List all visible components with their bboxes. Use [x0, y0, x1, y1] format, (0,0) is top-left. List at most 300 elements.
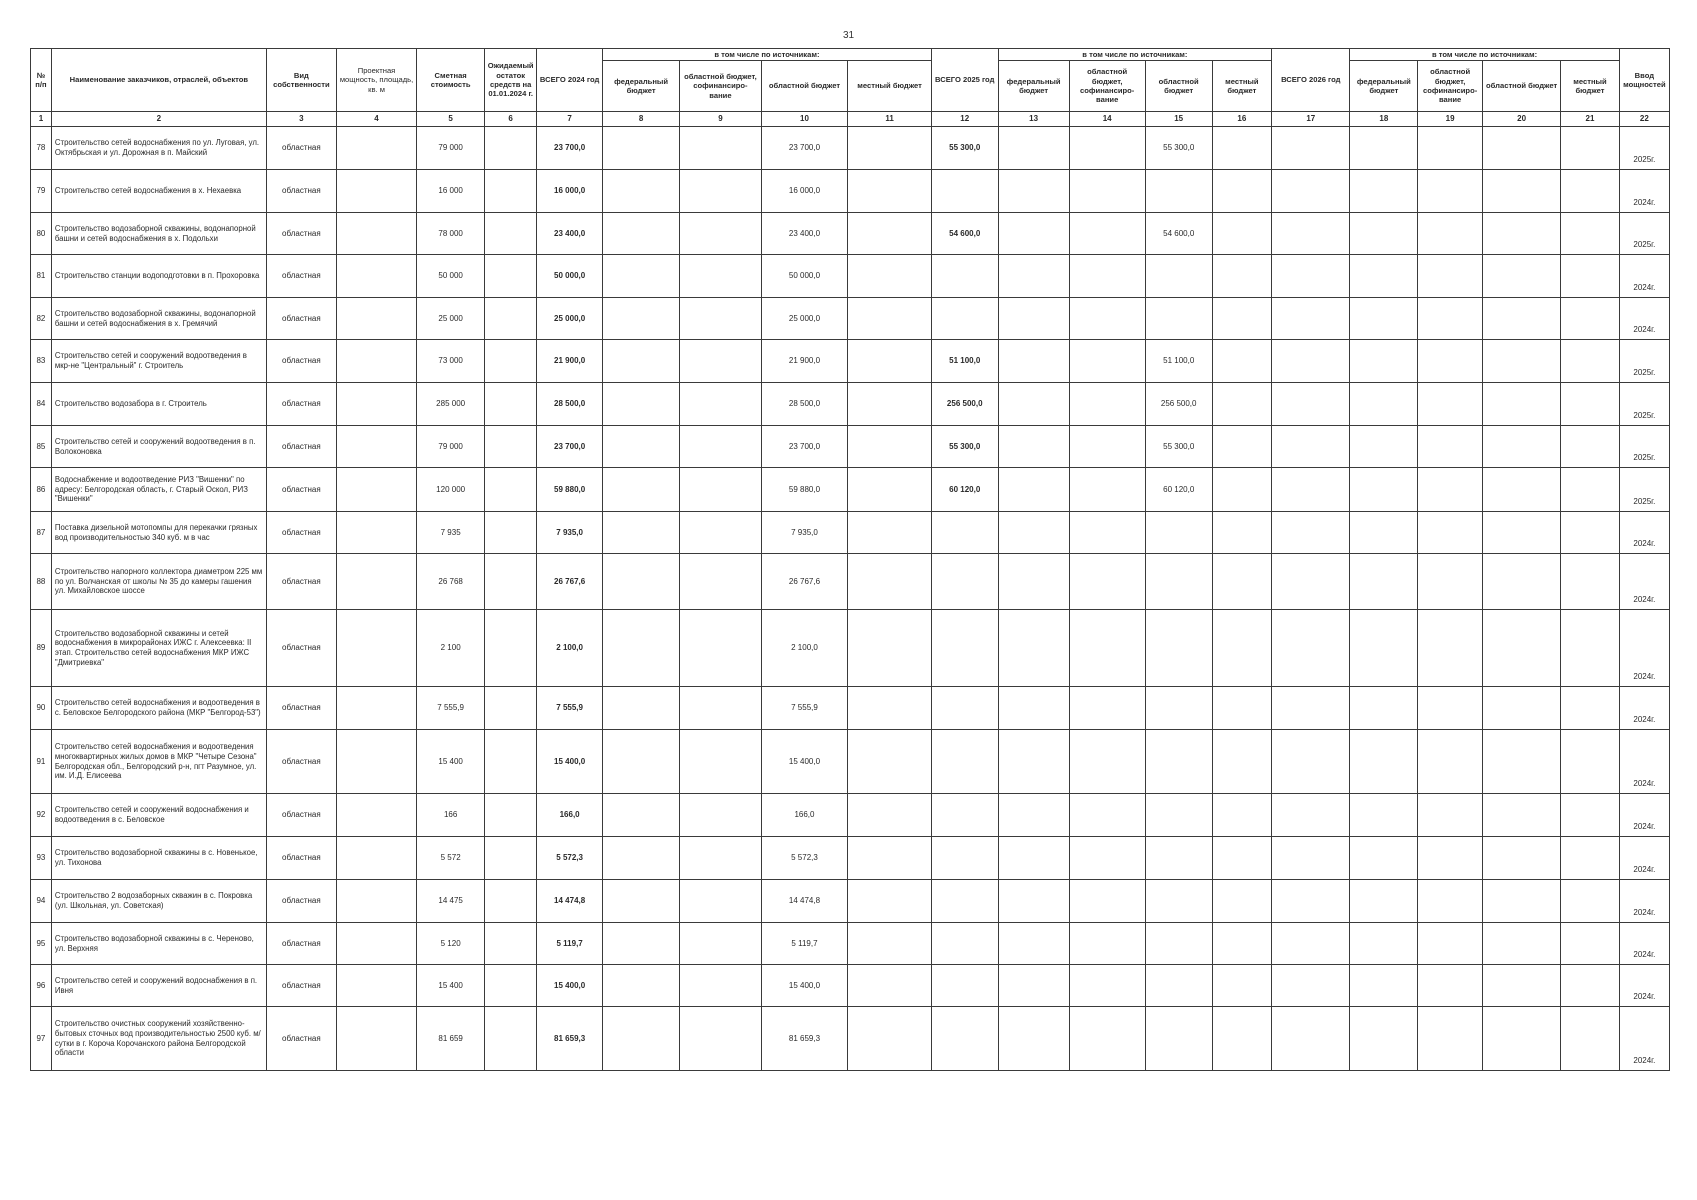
local-2026-cell: [1561, 213, 1619, 255]
capacity-cell: [336, 554, 416, 610]
remainder-cell: [485, 298, 537, 340]
local-2026-cell: [1561, 794, 1619, 837]
local-2025-cell: [1212, 127, 1272, 170]
cofinancing-2026-cell: [1418, 554, 1483, 610]
table-row: [31, 880, 1670, 923]
table-row: [31, 340, 1670, 383]
regional-2024-cell: 59 880,0: [761, 468, 848, 512]
cofinancing-2025-cell: [1069, 298, 1145, 340]
cofinancing-2024-cell: [680, 213, 761, 255]
total-2025-cell: 55 300,0: [931, 127, 998, 170]
total-2025-cell: 256 500,0: [931, 383, 998, 426]
federal-2026-cell: [1350, 794, 1418, 837]
regional-2026-cell: [1482, 213, 1560, 255]
cofinancing-2024-cell: [680, 554, 761, 610]
remainder-cell: [485, 554, 537, 610]
capacity-cell: [336, 383, 416, 426]
federal-2024-cell: [603, 610, 680, 687]
remainder-cell: [485, 730, 537, 794]
federal-2024-cell: [603, 512, 680, 554]
federal-2025-header: федеральный бюджет: [998, 61, 1069, 112]
local-2024-cell: [848, 298, 932, 340]
row-number: 91: [31, 730, 52, 794]
regional-2026-cell: [1482, 794, 1560, 837]
cofinancing-2026-cell: [1418, 610, 1483, 687]
estimate-cell: 7 935: [417, 512, 485, 554]
total-2025-cell: 55 300,0: [931, 426, 998, 468]
federal-2025-cell: [998, 880, 1069, 923]
local-2024-cell: [848, 213, 932, 255]
regional-2026-cell: [1482, 687, 1560, 730]
regional-2025-cell: 55 300,0: [1145, 426, 1212, 468]
total-2025-cell: [931, 610, 998, 687]
estimate-cell: 26 768: [417, 554, 485, 610]
federal-2024-cell: [603, 554, 680, 610]
regional-2026-cell: [1482, 170, 1560, 213]
federal-2026-cell: [1350, 610, 1418, 687]
regional-2026-cell: [1482, 965, 1560, 1007]
estimate-cell: 73 000: [417, 340, 485, 383]
cofinancing-2026-cell: [1418, 794, 1483, 837]
column-number: 17: [1272, 112, 1350, 127]
federal-2026-cell: [1350, 468, 1418, 512]
table-row: [31, 512, 1670, 554]
federal-2024-cell: [603, 340, 680, 383]
local-2025-cell: [1212, 426, 1272, 468]
ownership-cell: областная: [266, 512, 336, 554]
regional-2026-header: областной бюджет: [1482, 61, 1560, 112]
sources-2024-header: в том числе по источникам:: [603, 49, 932, 61]
ownership-cell: областная: [266, 965, 336, 1007]
header-row-top: [31, 49, 1670, 61]
commission-year-cell: 2024г.: [1619, 255, 1669, 298]
federal-2024-cell: [603, 687, 680, 730]
total-2024-cell: 2 100,0: [537, 610, 603, 687]
col-name-header: Наименование заказчиков, отраслей, объектов: [51, 49, 266, 112]
cofinancing-2025-cell: [1069, 965, 1145, 1007]
regional-2025-cell: 256 500,0: [1145, 383, 1212, 426]
total-2026-cell: [1272, 794, 1350, 837]
federal-2024-cell: [603, 255, 680, 298]
total-2026-cell: [1272, 1007, 1350, 1071]
regional-2025-cell: [1145, 554, 1212, 610]
cofinancing-2024-header: областной бюджет, софинансиро- вание: [680, 61, 761, 112]
regional-2026-cell: [1482, 298, 1560, 340]
total-2025-cell: [931, 687, 998, 730]
cofinancing-2026-cell: [1418, 880, 1483, 923]
ownership-cell: областная: [266, 794, 336, 837]
regional-2026-cell: [1482, 610, 1560, 687]
total-2025-cell: [931, 512, 998, 554]
cofinancing-2025-cell: [1069, 1007, 1145, 1071]
commission-year-cell: 2025г.: [1619, 426, 1669, 468]
table-body: [31, 127, 1670, 1071]
local-2025-cell: [1212, 1007, 1272, 1071]
column-number: 20: [1482, 112, 1560, 127]
estimate-cell: 5 572: [417, 837, 485, 880]
col-total-2026-header: ВСЕГО 2026 год: [1272, 49, 1350, 112]
cofinancing-2025-cell: [1069, 610, 1145, 687]
regional-2026-cell: [1482, 255, 1560, 298]
table-row: [31, 965, 1670, 1007]
total-2026-cell: [1272, 965, 1350, 1007]
cofinancing-2026-cell: [1418, 923, 1483, 965]
local-2024-cell: [848, 687, 932, 730]
ownership-cell: областная: [266, 383, 336, 426]
regional-2025-cell: [1145, 794, 1212, 837]
cofinancing-2025-cell: [1069, 794, 1145, 837]
local-2025-cell: [1212, 512, 1272, 554]
row-number: 82: [31, 298, 52, 340]
total-2025-cell: [931, 554, 998, 610]
commission-year-cell: 2024г.: [1619, 837, 1669, 880]
cofinancing-2024-cell: [680, 512, 761, 554]
row-number: 92: [31, 794, 52, 837]
column-number: 4: [336, 112, 416, 127]
federal-2025-cell: [998, 794, 1069, 837]
cofinancing-2024-cell: [680, 468, 761, 512]
federal-2026-header: федеральный бюджет: [1350, 61, 1418, 112]
remainder-cell: [485, 468, 537, 512]
local-2026-cell: [1561, 468, 1619, 512]
column-number: 1: [31, 112, 52, 127]
local-2025-cell: [1212, 794, 1272, 837]
cofinancing-2025-cell: [1069, 255, 1145, 298]
local-2026-cell: [1561, 880, 1619, 923]
total-2024-cell: 26 767,6: [537, 554, 603, 610]
cofinancing-2025-cell: [1069, 837, 1145, 880]
regional-2025-cell: [1145, 687, 1212, 730]
table-row: [31, 923, 1670, 965]
federal-2024-cell: [603, 298, 680, 340]
cofinancing-2026-cell: [1418, 213, 1483, 255]
local-2026-cell: [1561, 837, 1619, 880]
cofinancing-2026-cell: [1418, 1007, 1483, 1071]
capacity-cell: [336, 213, 416, 255]
col-capacity-header: Проектная мощность, площадь, кв. м: [336, 49, 416, 112]
row-number: 89: [31, 610, 52, 687]
cofinancing-2024-cell: [680, 687, 761, 730]
table-row: [31, 298, 1670, 340]
cofinancing-2026-cell: [1418, 730, 1483, 794]
local-2024-header: местный бюджет: [848, 61, 932, 112]
total-2025-cell: [931, 1007, 998, 1071]
cofinancing-2025-cell: [1069, 213, 1145, 255]
cofinancing-2024-cell: [680, 837, 761, 880]
cofinancing-2024-cell: [680, 610, 761, 687]
object-name: Строительство сетей и сооружений водоснабжения в п. Ивня: [51, 965, 266, 1007]
cofinancing-2025-cell: [1069, 880, 1145, 923]
federal-2026-cell: [1350, 255, 1418, 298]
object-name: Строительство сетей и сооружений водоотведения в мкр-не "Центральный" г. Строитель: [51, 340, 266, 383]
row-number: 94: [31, 880, 52, 923]
col-remainder-header: Ожидаемый остаток средств на 01.01.2024 г.: [485, 49, 537, 112]
table-row: [31, 1007, 1670, 1071]
regional-2026-cell: [1482, 426, 1560, 468]
local-2026-cell: [1561, 965, 1619, 1007]
total-2024-cell: 5 119,7: [537, 923, 603, 965]
total-2026-cell: [1272, 426, 1350, 468]
investment-table: [30, 48, 1670, 1071]
local-2025-cell: [1212, 383, 1272, 426]
cofinancing-2025-cell: [1069, 687, 1145, 730]
regional-2024-cell: 2 100,0: [761, 610, 848, 687]
regional-2024-cell: 5 119,7: [761, 923, 848, 965]
federal-2025-cell: [998, 170, 1069, 213]
capacity-cell: [336, 965, 416, 1007]
object-name: Строительство сетей водоснабжения и водоотведения в с. Беловское Белгородского района (МКР "Белгород-53"): [51, 687, 266, 730]
federal-2024-cell: [603, 965, 680, 1007]
remainder-cell: [485, 923, 537, 965]
cofinancing-2025-cell: [1069, 340, 1145, 383]
column-number: 14: [1069, 112, 1145, 127]
commission-year-cell: 2025г.: [1619, 383, 1669, 426]
regional-2024-cell: 15 400,0: [761, 965, 848, 1007]
cofinancing-2026-cell: [1418, 512, 1483, 554]
row-number: 97: [31, 1007, 52, 1071]
regional-2024-cell: 15 400,0: [761, 730, 848, 794]
remainder-cell: [485, 170, 537, 213]
local-2026-cell: [1561, 255, 1619, 298]
estimate-cell: 16 000: [417, 170, 485, 213]
local-2025-cell: [1212, 468, 1272, 512]
column-number: 21: [1561, 112, 1619, 127]
federal-2025-cell: [998, 383, 1069, 426]
remainder-cell: [485, 426, 537, 468]
local-2026-cell: [1561, 1007, 1619, 1071]
regional-2025-cell: [1145, 730, 1212, 794]
remainder-cell: [485, 965, 537, 1007]
local-2025-cell: [1212, 965, 1272, 1007]
capacity-cell: [336, 340, 416, 383]
regional-2025-header: областной бюджет: [1145, 61, 1212, 112]
remainder-cell: [485, 837, 537, 880]
commission-year-cell: 2024г.: [1619, 730, 1669, 794]
federal-2026-cell: [1350, 837, 1418, 880]
local-2025-cell: [1212, 880, 1272, 923]
local-2026-cell: [1561, 923, 1619, 965]
total-2026-cell: [1272, 880, 1350, 923]
local-2025-cell: [1212, 255, 1272, 298]
row-number: 81: [31, 255, 52, 298]
column-number: 15: [1145, 112, 1212, 127]
federal-2024-cell: [603, 170, 680, 213]
federal-2026-cell: [1350, 127, 1418, 170]
object-name: Строительство водозаборной скважины в с. Новенькое, ул. Тихонова: [51, 837, 266, 880]
regional-2025-cell: 51 100,0: [1145, 340, 1212, 383]
regional-2025-cell: 60 120,0: [1145, 468, 1212, 512]
ownership-cell: областная: [266, 213, 336, 255]
total-2024-cell: 21 900,0: [537, 340, 603, 383]
total-2026-cell: [1272, 512, 1350, 554]
federal-2026-cell: [1350, 426, 1418, 468]
regional-2025-cell: [1145, 610, 1212, 687]
total-2025-cell: [931, 298, 998, 340]
commission-year-cell: 2025г.: [1619, 468, 1669, 512]
total-2024-cell: 50 000,0: [537, 255, 603, 298]
commission-year-cell: 2024г.: [1619, 880, 1669, 923]
cofinancing-2024-cell: [680, 127, 761, 170]
federal-2024-cell: [603, 730, 680, 794]
regional-2024-cell: 5 572,3: [761, 837, 848, 880]
total-2024-cell: 81 659,3: [537, 1007, 603, 1071]
total-2026-cell: [1272, 383, 1350, 426]
col-commission-header: Ввод мощностей: [1619, 49, 1669, 112]
total-2025-cell: 54 600,0: [931, 213, 998, 255]
total-2024-cell: 59 880,0: [537, 468, 603, 512]
federal-2024-cell: [603, 923, 680, 965]
remainder-cell: [485, 127, 537, 170]
total-2024-cell: 16 000,0: [537, 170, 603, 213]
federal-2024-cell: [603, 426, 680, 468]
regional-2026-cell: [1482, 383, 1560, 426]
local-2026-cell: [1561, 170, 1619, 213]
total-2025-cell: [931, 837, 998, 880]
federal-2026-cell: [1350, 880, 1418, 923]
total-2025-cell: 51 100,0: [931, 340, 998, 383]
federal-2025-cell: [998, 340, 1069, 383]
local-2025-cell: [1212, 923, 1272, 965]
remainder-cell: [485, 610, 537, 687]
estimate-cell: 5 120: [417, 923, 485, 965]
row-number: 84: [31, 383, 52, 426]
total-2024-cell: 28 500,0: [537, 383, 603, 426]
federal-2024-cell: [603, 1007, 680, 1071]
ownership-cell: областная: [266, 923, 336, 965]
federal-2024-cell: [603, 794, 680, 837]
total-2026-cell: [1272, 687, 1350, 730]
federal-2025-cell: [998, 554, 1069, 610]
column-number: 11: [848, 112, 932, 127]
federal-2026-cell: [1350, 687, 1418, 730]
total-2024-cell: 5 572,3: [537, 837, 603, 880]
ownership-cell: областная: [266, 837, 336, 880]
cofinancing-2024-cell: [680, 794, 761, 837]
local-2026-cell: [1561, 512, 1619, 554]
ownership-cell: областная: [266, 730, 336, 794]
local-2024-cell: [848, 170, 932, 213]
column-number: 2: [51, 112, 266, 127]
column-number: 3: [266, 112, 336, 127]
regional-2026-cell: [1482, 1007, 1560, 1071]
regional-2025-cell: [1145, 170, 1212, 213]
ownership-cell: областная: [266, 468, 336, 512]
total-2024-cell: 7 555,9: [537, 687, 603, 730]
federal-2024-cell: [603, 880, 680, 923]
federal-2024-header: федеральный бюджет: [603, 61, 680, 112]
local-2026-cell: [1561, 554, 1619, 610]
commission-year-cell: 2024г.: [1619, 554, 1669, 610]
capacity-cell: [336, 127, 416, 170]
total-2025-cell: [931, 880, 998, 923]
cofinancing-2024-cell: [680, 340, 761, 383]
regional-2024-cell: 16 000,0: [761, 170, 848, 213]
federal-2025-cell: [998, 213, 1069, 255]
remainder-cell: [485, 383, 537, 426]
object-name: Строительство водозаборной скважины в с. Череново, ул. Верхняя: [51, 923, 266, 965]
cofinancing-2026-cell: [1418, 468, 1483, 512]
federal-2026-cell: [1350, 965, 1418, 1007]
commission-year-cell: 2024г.: [1619, 1007, 1669, 1071]
cofinancing-2026-cell: [1418, 687, 1483, 730]
federal-2026-cell: [1350, 923, 1418, 965]
regional-2026-cell: [1482, 730, 1560, 794]
object-name: Строительство сетей водоснабжения и водоотведения многоквартирных жилых домов в МКР "Четыре Сезона" Белгородская обл., Белгородский р-н, пгт Разумное, ул. им. И.Д. Елисеева: [51, 730, 266, 794]
cofinancing-2024-cell: [680, 170, 761, 213]
commission-year-cell: 2025г.: [1619, 127, 1669, 170]
federal-2024-cell: [603, 383, 680, 426]
table-row: [31, 255, 1670, 298]
cofinancing-2024-cell: [680, 255, 761, 298]
remainder-cell: [485, 880, 537, 923]
ownership-cell: областная: [266, 610, 336, 687]
federal-2025-cell: [998, 127, 1069, 170]
local-2026-cell: [1561, 127, 1619, 170]
capacity-cell: [336, 512, 416, 554]
federal-2025-cell: [998, 687, 1069, 730]
object-name: Строительство водозаборной скважины, водонапорной башни и сетей водоснабжения в х. Подольхи: [51, 213, 266, 255]
column-number: 19: [1418, 112, 1483, 127]
cofinancing-2025-header: областной бюджет, софинансиро- вание: [1069, 61, 1145, 112]
total-2026-cell: [1272, 298, 1350, 340]
total-2025-cell: [931, 730, 998, 794]
regional-2025-cell: [1145, 837, 1212, 880]
total-2024-cell: 23 700,0: [537, 127, 603, 170]
sources-2026-header: в том числе по источникам:: [1350, 49, 1619, 61]
commission-year-cell: 2024г.: [1619, 687, 1669, 730]
ownership-cell: областная: [266, 426, 336, 468]
col-estimate-header: Сметная стоимость: [417, 49, 485, 112]
row-number: 80: [31, 213, 52, 255]
column-number: 7: [537, 112, 603, 127]
table-row: [31, 426, 1670, 468]
total-2024-cell: 15 400,0: [537, 965, 603, 1007]
estimate-cell: 81 659: [417, 1007, 485, 1071]
local-2024-cell: [848, 554, 932, 610]
column-number: 10: [761, 112, 848, 127]
commission-year-cell: 2025г.: [1619, 340, 1669, 383]
regional-2026-cell: [1482, 468, 1560, 512]
regional-2025-cell: [1145, 965, 1212, 1007]
federal-2026-cell: [1350, 1007, 1418, 1071]
column-number: 18: [1350, 112, 1418, 127]
row-number: 93: [31, 837, 52, 880]
remainder-cell: [485, 512, 537, 554]
commission-year-cell: 2024г.: [1619, 923, 1669, 965]
local-2025-cell: [1212, 837, 1272, 880]
ownership-cell: областная: [266, 340, 336, 383]
object-name: Строительство сетей водоснабжения по ул. Луговая, ул. Октябрьская и ул. Дорожная в п. Майский: [51, 127, 266, 170]
row-number: 95: [31, 923, 52, 965]
local-2024-cell: [848, 383, 932, 426]
cofinancing-2025-cell: [1069, 426, 1145, 468]
regional-2024-cell: 14 474,8: [761, 880, 848, 923]
total-2026-cell: [1272, 610, 1350, 687]
cofinancing-2025-cell: [1069, 383, 1145, 426]
capacity-cell: [336, 880, 416, 923]
regional-2024-cell: 50 000,0: [761, 255, 848, 298]
regional-2024-header: областной бюджет: [761, 61, 848, 112]
cofinancing-2024-cell: [680, 426, 761, 468]
estimate-cell: 15 400: [417, 965, 485, 1007]
table-row: [31, 837, 1670, 880]
row-number: 83: [31, 340, 52, 383]
total-2024-cell: 15 400,0: [537, 730, 603, 794]
federal-2026-cell: [1350, 340, 1418, 383]
ownership-cell: областная: [266, 687, 336, 730]
regional-2025-cell: [1145, 512, 1212, 554]
object-name: Строительство сетей и сооружений водоотведения в п. Волоконовка: [51, 426, 266, 468]
